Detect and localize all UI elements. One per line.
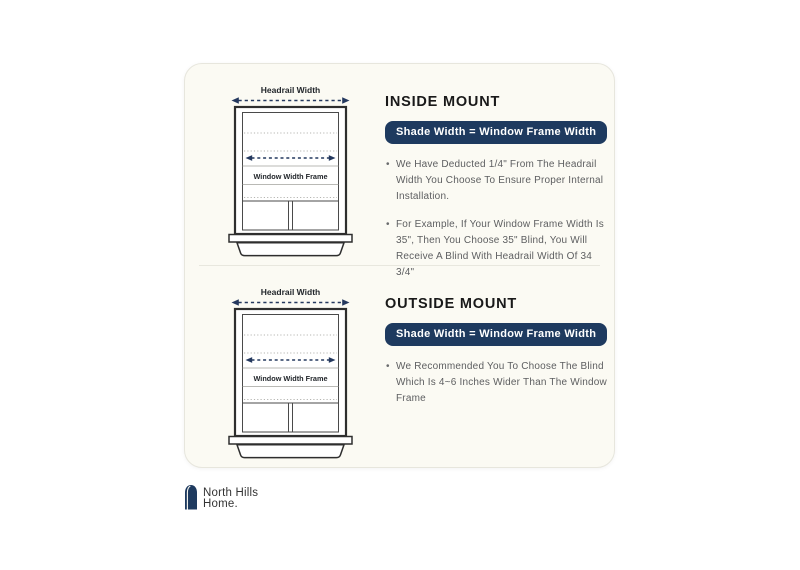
inside-mount-diagram-col (185, 64, 385, 265)
outside-mount-text-col (385, 266, 629, 467)
outside-mount-badge: Shade Width = Window Frame Width (385, 323, 607, 346)
inside-mount-bullets (385, 157, 607, 281)
outside-mount-diagram-col (185, 266, 385, 467)
bullet-item: • We Have Deducted 1/4" From The Headrail Width You Choose To Ensure Proper Internal Installation. (385, 157, 607, 206)
inside-mount-heading: INSIDE MOUNT (385, 94, 501, 110)
brand-name-line2: Home. (203, 498, 238, 510)
window-width-frame-label: Window Width Frame (253, 172, 328, 181)
headrail-width-arrow (232, 299, 350, 305)
measuring-guide-card (184, 63, 615, 468)
outside-mount-section (185, 266, 614, 467)
bullet-item: • We Recommended You To Choose The Blind Which Is 4~6 Inches Wider Than The Window Frame (385, 359, 607, 408)
brand-logo (184, 484, 258, 510)
window-sill (229, 437, 352, 445)
window-width-frame-label: Window Width Frame (253, 374, 328, 383)
outside-mount-heading: OUTSIDE MOUNT (385, 296, 518, 312)
arch-door-icon (184, 484, 198, 510)
outside-mount-bullets (385, 359, 607, 408)
inside-mount-text-col (385, 64, 629, 279)
bullet-item: • For Example, If Your Window Frame Width Is 35", Then You Choose 35" Blind, You Will Receive A Blind With Headrail Width Of 34 3/4" (385, 217, 607, 282)
window-diagram (223, 285, 358, 461)
brand-name (203, 484, 258, 510)
inside-mount-badge: Shade Width = Window Frame Width (385, 121, 607, 144)
brand-name-line1: North Hills (203, 487, 259, 499)
inside-mount-section (185, 64, 614, 279)
headrail-width-label: Headrail Width (260, 287, 321, 297)
window-sill (229, 235, 352, 243)
sill-base (237, 445, 344, 458)
headrail-width-arrow (232, 97, 350, 103)
headrail-width-label: Headrail Width (260, 85, 321, 95)
sill-base (237, 243, 344, 256)
window-diagram (223, 83, 358, 259)
